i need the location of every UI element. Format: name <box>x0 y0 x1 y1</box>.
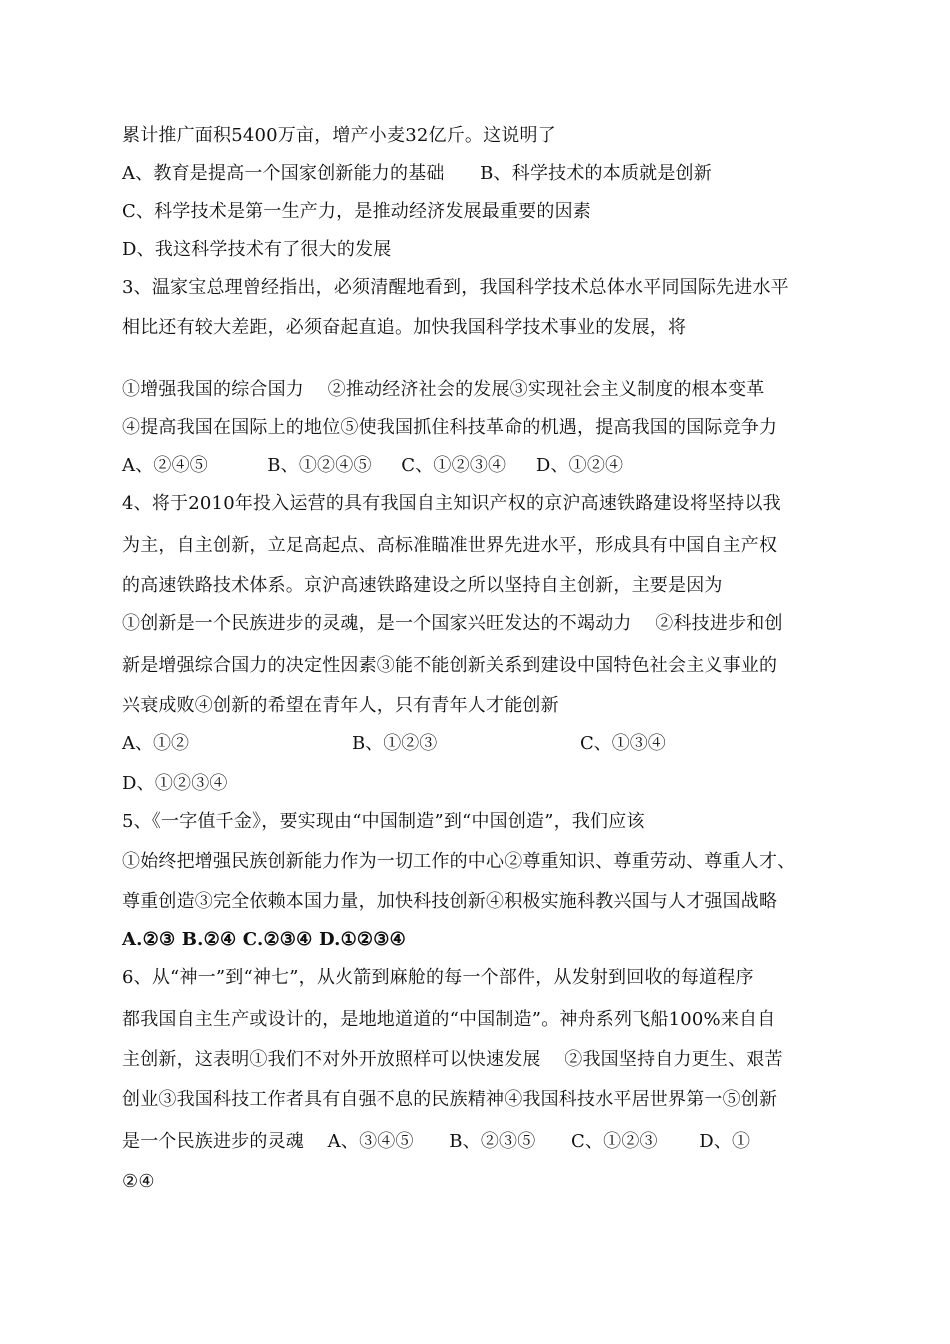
text-line: 主创新，这表明①我们不对外开放照样可以快速发展 ②我国坚持自力更生、艰苦 <box>122 1049 783 1070</box>
question-3: 3、温家宝总理曾经指出，必须清醒地看到，我国科学技术总体水平同国际先进水平 <box>122 277 789 298</box>
text-line: 累计推广面积5400万亩，增产小麦32亿斤。这说明了 <box>122 125 556 146</box>
text-line: 都我国自主生产或设计的，是地地道道的“中国制造”。神舟系列飞船100%来自自 <box>122 1009 776 1030</box>
text-line: ②④ <box>122 1171 155 1192</box>
text-line: 为主，自主创新，立足高起点、高标准瞄准世界先进水平，形成具有中国自主产权 <box>122 535 778 556</box>
text-line: 创业③我国科技工作者具有自强不息的民族精神④我国科技水平居世界第一⑤创新 <box>122 1089 778 1110</box>
option-b: B、①②③ <box>352 733 438 754</box>
question-5: 5、《一字值千金》，要实现由“中国制造”到“中国创造”，我们应该 <box>122 811 645 832</box>
text-line: 新是增强综合国力的决定性因素③能不能创新关系到建设中国特色社会主义事业的 <box>122 655 778 676</box>
question-6: 6、从“神一”到“神七”，从火箭到麻舱的每一个部件，从发射到回收的每道程序 <box>122 967 754 988</box>
text-line: ①增强我国的综合国力 ②推动经济社会的发展③实现社会主义制度的根本变革 <box>122 379 765 400</box>
text-line: ①始终把增强民族创新能力作为一切工作的中心②尊重知识、尊重劳动、尊重人才、 <box>122 851 796 872</box>
text-line: ④提高我国在国际上的地位⑤使我国抓住科技革命的机遇，提高我国的国际竞争力 <box>122 417 778 438</box>
option-line: C、科学技术是第一生产力，是推动经济发展最重要的因素 <box>122 201 591 222</box>
text-line: ①创新是一个民族进步的灵魂，是一个国家兴旺发达的不竭动力 ②科技进步和创 <box>122 613 783 634</box>
text-line: 相比还有较大差距，必须奋起直追。加快我国科学技术事业的发展，将 <box>122 317 687 338</box>
text-line: 尊重创造③完全依赖本国力量，加快科技创新④积极实施科教兴国与人才强国战略 <box>122 891 778 912</box>
option-line: A、教育是提高一个国家创新能力的基础 B、科学技术的本质就是创新 <box>122 163 712 184</box>
option-line: A.②③ B.②④ C.②③④ D.①②③④ <box>122 929 406 950</box>
text-line: 的高速铁路技术体系。京沪高速铁路建设之所以坚持自主创新，主要是因为 <box>122 575 723 596</box>
text-line: 是一个民族进步的灵魂 A、③④⑤ B、②③⑤ C、①②③ D、① <box>122 1131 751 1152</box>
question-4: 4、将于2010年投入运营的具有我国自主知识产权的京沪高速铁路建设将坚持以我 <box>122 493 781 514</box>
text-line: 兴衰成败④创新的希望在青年人，只有青年人才能创新 <box>122 695 559 716</box>
option-a: A、①② <box>122 733 189 754</box>
option-d: D、①②③④ <box>122 773 228 794</box>
option-line: A、②④⑤ B、①②④⑤ C、①②③④ D、①②④ <box>122 455 624 476</box>
option-c: C、①③④ <box>580 733 666 754</box>
option-line: D、我这科学技术有了很大的发展 <box>122 239 392 260</box>
